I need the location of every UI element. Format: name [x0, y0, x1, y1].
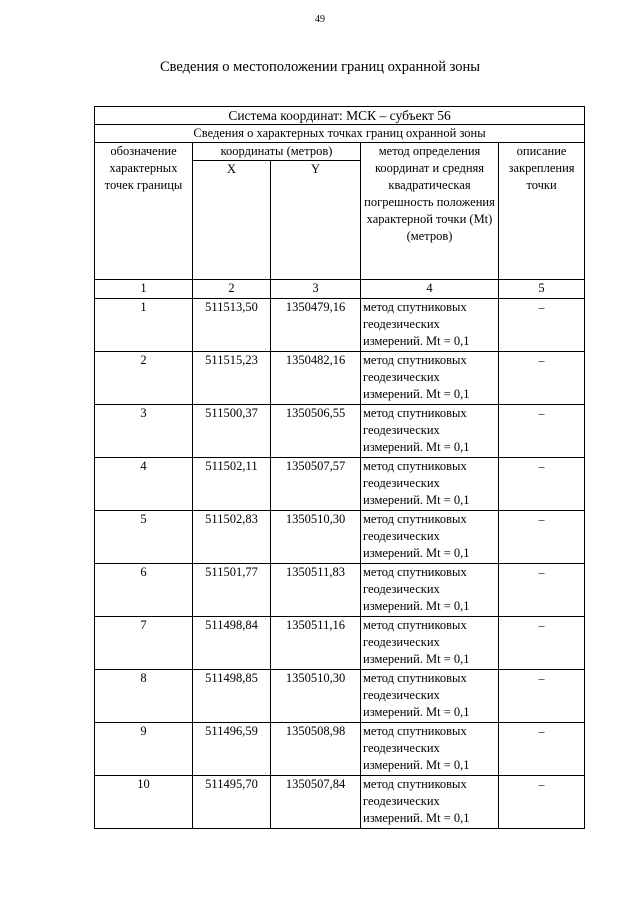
method-cell: метод спутниковых геодезических измерений. Mt = 0,1 — [361, 670, 499, 723]
description-cell: – — [499, 564, 585, 617]
y-coordinate-cell: 1350506,55 — [271, 405, 361, 458]
x-coordinate-cell: 511496,59 — [193, 723, 271, 776]
column-number-row — [95, 280, 585, 299]
y-coordinate-cell: 1350482,16 — [271, 352, 361, 405]
point-number-cell: 6 — [95, 564, 193, 617]
y-coordinate-cell: 1350507,84 — [271, 776, 361, 829]
header-y: Y — [271, 161, 361, 280]
page-number: 49 — [315, 14, 325, 25]
header-designation: обозначение характерных точек границы — [95, 143, 193, 280]
point-number-cell: 1 — [95, 299, 193, 352]
point-number-cell: 2 — [95, 352, 193, 405]
x-coordinate-cell: 511495,70 — [193, 776, 271, 829]
description-cell: – — [499, 776, 585, 829]
description-cell: – — [499, 299, 585, 352]
header-description: описание закрепления точки — [499, 143, 585, 280]
document-title: Сведения о местоположении границ охранной зоны — [159, 59, 480, 75]
x-coordinate-cell: 511498,85 — [193, 670, 271, 723]
method-cell: метод спутниковых геодезических измерений. Mt = 0,1 — [361, 776, 499, 829]
method-cell: метод спутниковых геодезических измерений. Mt = 0,1 — [361, 617, 499, 670]
method-cell: метод спутниковых геодезических измерений. Mt = 0,1 — [361, 511, 499, 564]
boundary-points-table — [94, 106, 585, 829]
y-coordinate-cell: 1350511,16 — [271, 617, 361, 670]
description-cell: – — [499, 670, 585, 723]
header-x: X — [193, 161, 271, 280]
point-number-cell: 7 — [95, 617, 193, 670]
column-number: 3 — [271, 280, 361, 299]
column-number: 2 — [193, 280, 271, 299]
y-coordinate-cell: 1350510,30 — [271, 511, 361, 564]
x-coordinate-cell: 511502,83 — [193, 511, 271, 564]
header-method: метод определения координат и средняя квадратическая погрешность положения характерной точки (Mt) (метров) — [361, 143, 499, 280]
x-coordinate-cell: 511500,37 — [193, 405, 271, 458]
table-row — [95, 670, 585, 723]
header-coordinates: координаты (метров) — [193, 143, 361, 161]
description-cell: – — [499, 617, 585, 670]
x-coordinate-cell: 511501,77 — [193, 564, 271, 617]
point-number-cell: 4 — [95, 458, 193, 511]
x-coordinate-cell: 511515,23 — [193, 352, 271, 405]
table-row — [95, 723, 585, 776]
section-title-header: Сведения о характерных точках границ охранной зоны — [95, 125, 585, 143]
description-cell: – — [499, 723, 585, 776]
description-cell: – — [499, 352, 585, 405]
x-coordinate-cell: 511502,11 — [193, 458, 271, 511]
y-coordinate-cell: 1350507,57 — [271, 458, 361, 511]
table-row — [95, 299, 585, 352]
table-row — [95, 458, 585, 511]
point-number-cell: 5 — [95, 511, 193, 564]
table-row — [95, 511, 585, 564]
method-cell: метод спутниковых геодезических измерений. Mt = 0,1 — [361, 405, 499, 458]
point-number-cell: 8 — [95, 670, 193, 723]
table-row — [95, 776, 585, 829]
y-coordinate-cell: 1350508,98 — [271, 723, 361, 776]
description-cell: – — [499, 511, 585, 564]
point-number-cell: 10 — [95, 776, 193, 829]
column-number: 4 — [361, 280, 499, 299]
table-row — [95, 564, 585, 617]
method-cell: метод спутниковых геодезических измерений. Mt = 0,1 — [361, 352, 499, 405]
table-row — [95, 405, 585, 458]
y-coordinate-cell: 1350511,83 — [271, 564, 361, 617]
coord-system-header: Система координат: МСК – субъект 56 — [95, 107, 585, 125]
method-cell: метод спутниковых геодезических измерений. Mt = 0,1 — [361, 458, 499, 511]
table-row — [95, 352, 585, 405]
description-cell: – — [499, 458, 585, 511]
method-cell: метод спутниковых геодезических измерений. Mt = 0,1 — [361, 564, 499, 617]
description-cell: – — [499, 405, 585, 458]
y-coordinate-cell: 1350479,16 — [271, 299, 361, 352]
column-number: 5 — [499, 280, 585, 299]
table-body — [95, 299, 585, 829]
method-cell: метод спутниковых геодезических измерений. Mt = 0,1 — [361, 723, 499, 776]
x-coordinate-cell: 511513,50 — [193, 299, 271, 352]
method-cell: метод спутниковых геодезических измерений. Mt = 0,1 — [361, 299, 499, 352]
point-number-cell: 9 — [95, 723, 193, 776]
table-row — [95, 617, 585, 670]
column-number: 1 — [95, 280, 193, 299]
y-coordinate-cell: 1350510,30 — [271, 670, 361, 723]
x-coordinate-cell: 511498,84 — [193, 617, 271, 670]
point-number-cell: 3 — [95, 405, 193, 458]
